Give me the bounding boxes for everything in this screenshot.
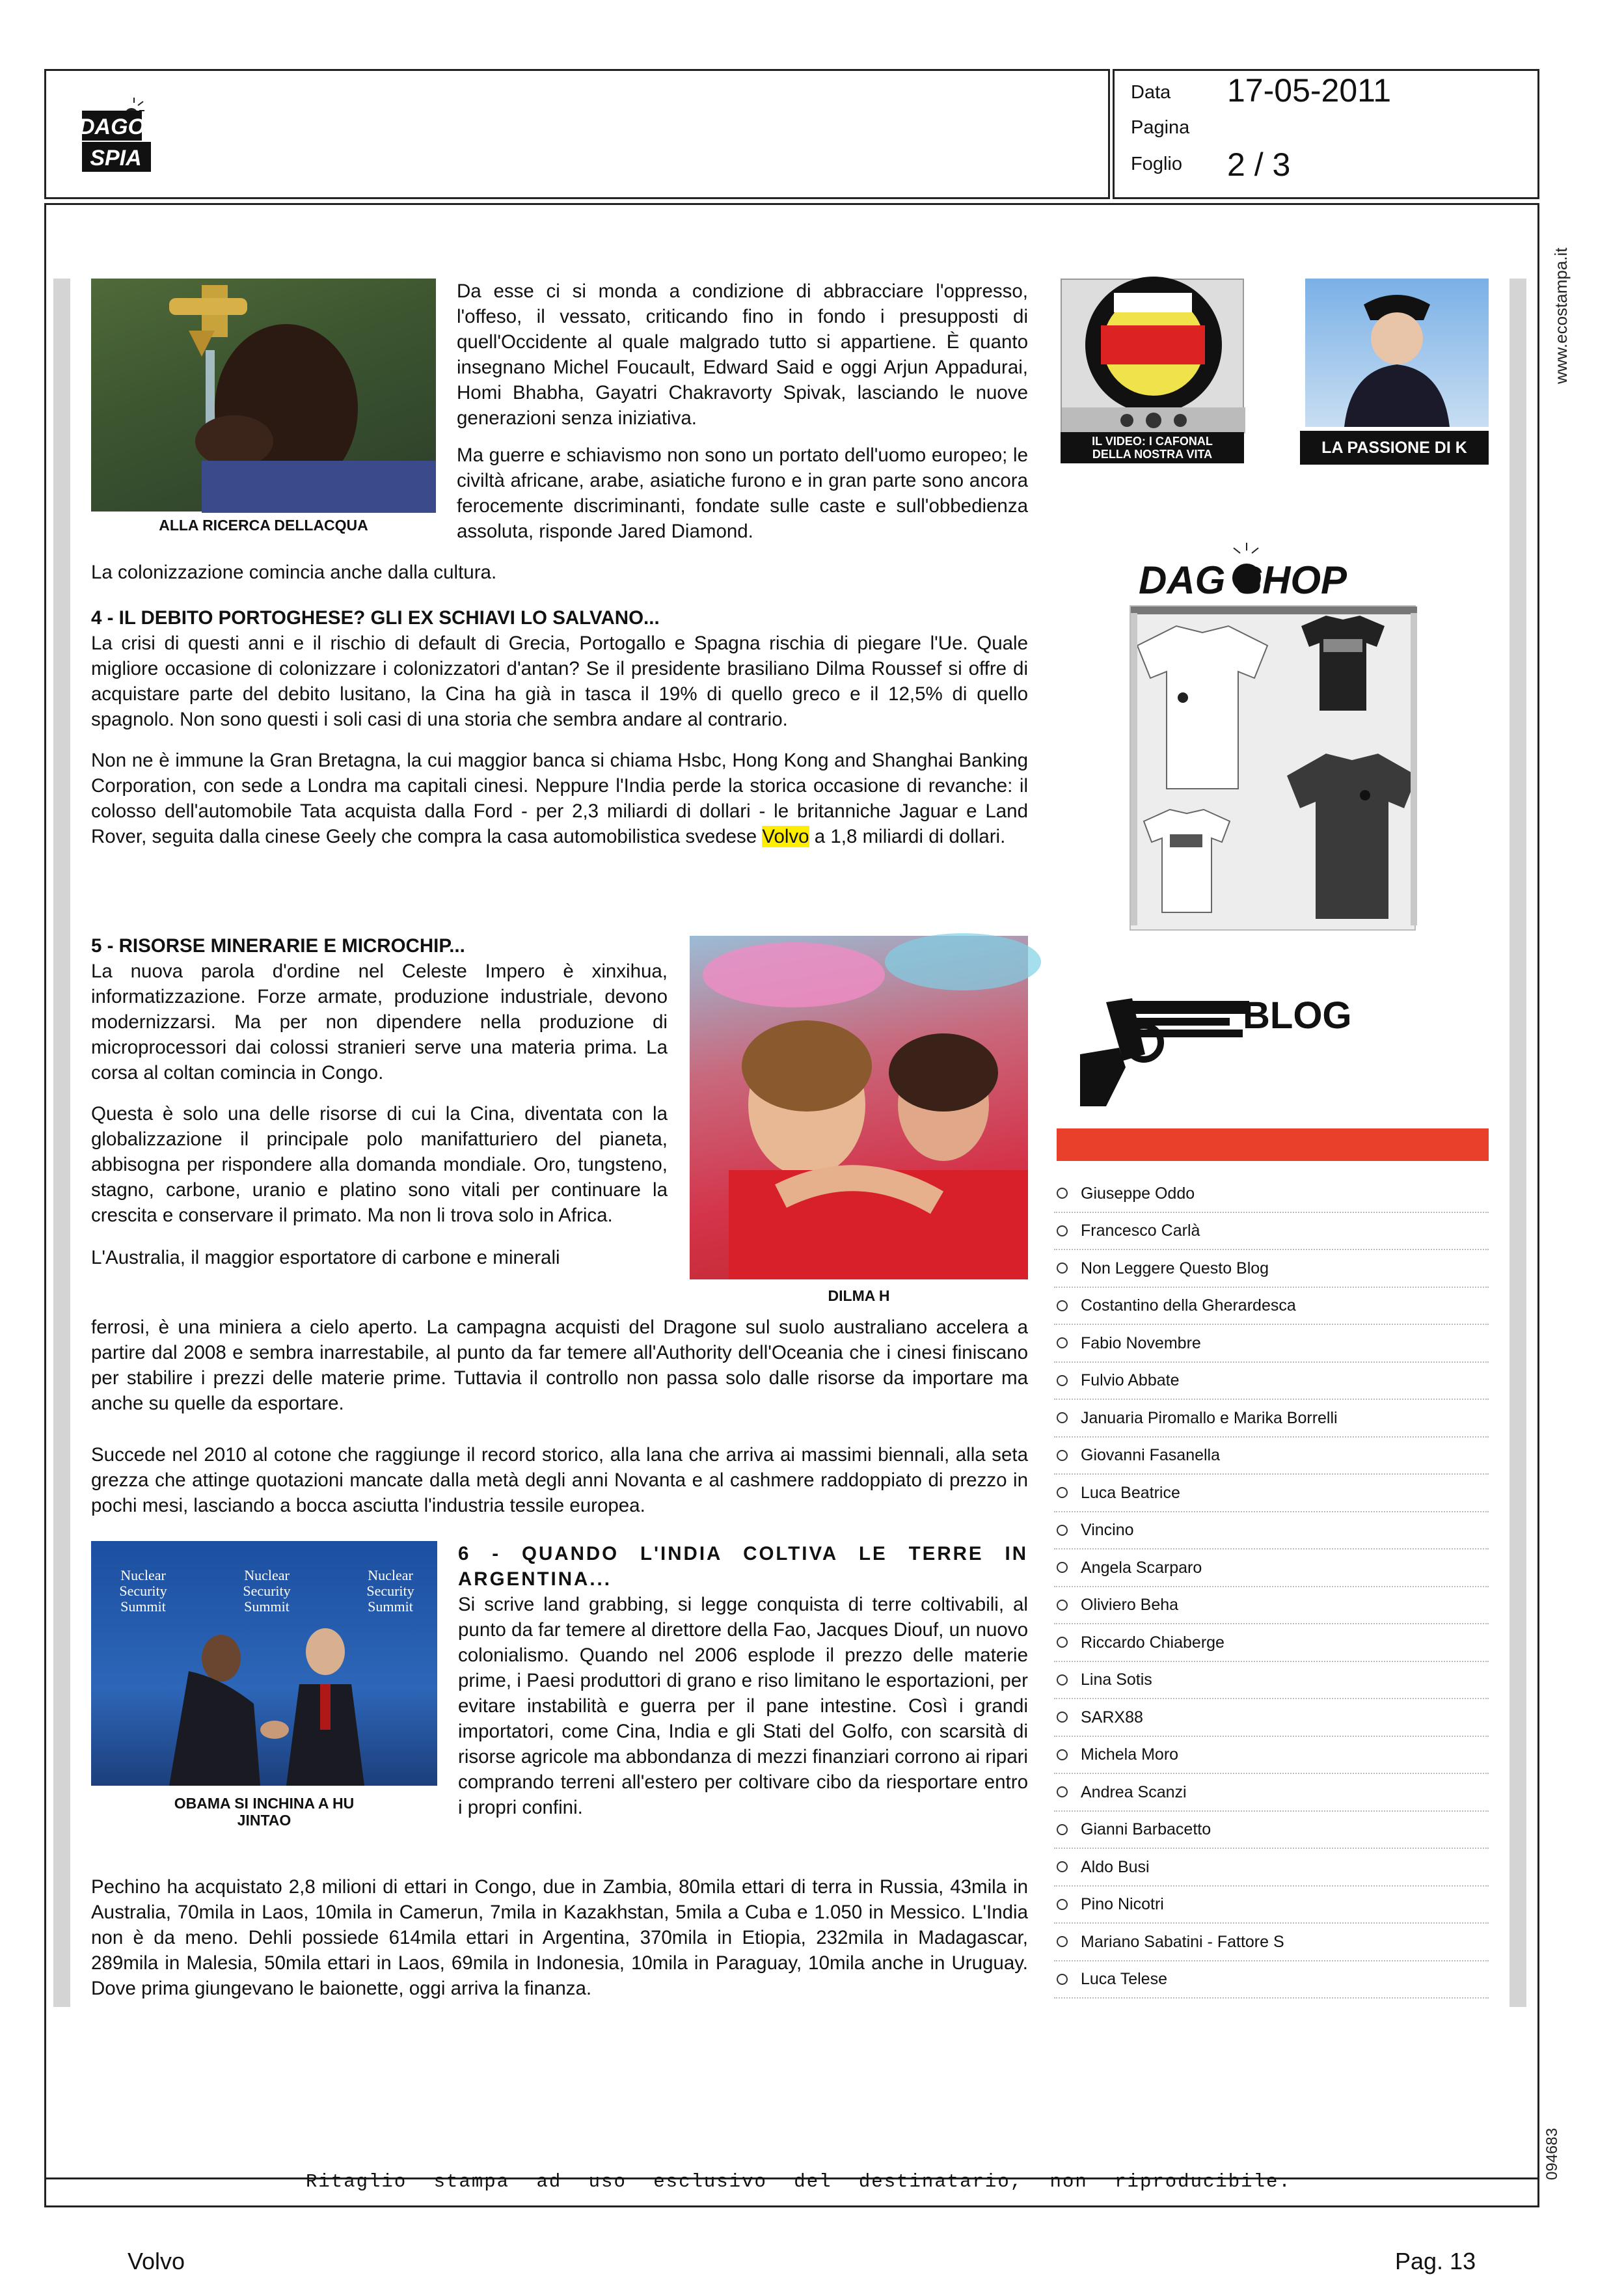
photo-child-drinking (91, 279, 436, 512)
blog-list-label: Lina Sotis (1081, 1671, 1152, 1689)
section-5-heading: 5 - RISORSE MINERARIE E MICROCHIP... (91, 935, 465, 957)
pagina-label: Pagina (1131, 117, 1190, 138)
tshirt-white-small-icon (1144, 810, 1230, 912)
blog-list-item[interactable] (1054, 1737, 1489, 1775)
svg-text:Summit: Summit (368, 1598, 413, 1615)
caption-obama-hu: OBAMA SI INCHINA A HU JINTAO (174, 1795, 355, 1829)
section-5 (91, 933, 668, 1270)
bullet-circle-icon (1057, 1450, 1068, 1461)
passione-caption: LA PASSIONE DI K (1321, 439, 1467, 457)
section-6-heading: 6 - QUANDO L'INDIA COLTIVA LE TERRE IN ARGENTINA... (458, 1543, 1028, 1590)
bullet-circle-icon (1057, 1712, 1068, 1723)
bullet-circle-icon (1057, 1262, 1068, 1274)
tshirt-gallery-illustration (1131, 607, 1417, 932)
bullet-circle-icon (1057, 1487, 1068, 1498)
tshirt-white-large-icon (1137, 626, 1267, 789)
section-5-paragraph-1: La nuova parola d'ordine nel Celeste Impero è xinxihua, informatizzazione. Forze armate, produzione industriale, devono modernizzarsi. Ma per non dipendere nella produzione di microprocessori dai colossi stranieri serve una materia prima. La corsa al coltan comincia in Congo. (91, 961, 668, 1084)
blog-list-item[interactable] (1054, 1175, 1489, 1213)
highlight-volvo: Volvo (762, 826, 809, 847)
section-6-paragraph-1: Si scrive land grabbing, si legge conquista di terre coltivabili, al punto da far temere al direttore della Fao, Jacques Diouf, un nuovo colonialismo. Quando nel 2006 esplode il prezzo delle materie prime, i Paesi produttori di grano e riso limitano le esportazioni, per evitare instabilità e guerra per il pane intestine. Così i grandi importatori, come Cina, India e gli Stati del Golfo, con scarsità di risorse agricole ma abbondanza di mezzi finanziari corrono ai ripari comprando terreni all'estero per coltivare cibo da riesportare entro i propri confini. (458, 1594, 1028, 1818)
blog-list-label: Giuseppe Oddo (1081, 1184, 1195, 1203)
blog-list-item[interactable] (1054, 1438, 1489, 1475)
bullet-circle-icon (1057, 1674, 1068, 1685)
blog-list-item[interactable] (1054, 1288, 1489, 1326)
blog-list-item[interactable] (1054, 1924, 1489, 1961)
intro-paragraph-1: Da esse ci si monda a condizione di abbracciare l'oppresso, l'offeso, il vessato, criticando fino in fondo i presupposti di quell'Occidente al quale malgrado tutto si appartiene. È quanto insegnano Michel Foucault, Edward Said e oggi Arjun Appadurai, Homi Bhabha, Gayatri Chakravorty Spivak, lasciando le nuove generazioni senza iniziativa. (457, 280, 1028, 429)
header-left-box (44, 69, 1110, 199)
section-4-p2-part-a: Non ne è immune la Gran Bretagna, la cui maggior banca si chiama Hsbc, Hong Kong and Shanghai Banking Corporation, con sede a Londra ma capitali cinesi. Neppure l'India perde la storica occasione di revanche: il colosso dell'automobile Tata acquista dalla Ford - per 2,3 miliardi di dollari - le britanniche Jaguar e Land Rover, seguita dalla cinese Geely che compra la casa automobilistica svedese (91, 750, 1028, 847)
blog-list-item[interactable] (1054, 1475, 1489, 1512)
blog-list-item[interactable] (1054, 1512, 1489, 1550)
section-4-p2-part-b: a 1,8 miliardi di dollari. (809, 826, 1006, 847)
blog-list-label: Costantino della Gherardesca (1081, 1296, 1296, 1315)
caption-ricerca-acqua: ALLA RICERCA DELLACQUA (159, 517, 368, 534)
photo-dilma (690, 936, 1028, 1279)
blog-list-red-bar (1057, 1128, 1489, 1161)
foglio-value: 2 / 3 (1227, 146, 1291, 183)
footer-disclaimer: Ritaglio stampa ad uso esclusivo del destinatario, non riproducibile. (306, 2171, 1292, 2192)
tshirt-black-large-icon (1287, 754, 1417, 919)
shop-logo-graphic (1132, 540, 1418, 605)
section-5-paragraph-2: Questa è solo una delle risorse di cui la Cina, diventata con la globalizzazione il principale polo manifatturiero del pianeta, abbisogna per rispondere alla domanda mondiale. Oro, tungsteno, stagno, carbone, uranio e platino sono vitali per continuare la crescita e conservare il primato. Ma non li trova solo in Africa. (91, 1103, 668, 1226)
section-4-paragraph-2 (91, 748, 1028, 849)
tshirt-gallery[interactable] (1130, 605, 1416, 931)
svg-text:Nuclear: Nuclear (244, 1567, 290, 1583)
left-gray-rail (53, 279, 70, 2007)
player-controls-icon (1120, 413, 1187, 428)
bullet-circle-icon (1057, 1188, 1068, 1199)
svg-text:Security: Security (243, 1583, 291, 1599)
document-code: 094683 (1543, 2127, 1561, 2180)
blog-list-item[interactable] (1054, 1250, 1489, 1288)
bullet-circle-icon (1057, 1861, 1068, 1872)
shop-spark-icon (1234, 543, 1258, 553)
bullet-circle-icon (1057, 1412, 1068, 1423)
dagospia-logo (79, 98, 157, 176)
bullet-circle-icon (1057, 1936, 1068, 1947)
intro-paragraph-2: Ma guerre e schiavismo non sono un portato dell'uomo europeo; le civiltà africane, arabe, asiatiche furono e in gran parte sono ancora ferocemente discriminanti, fondate sulle caste e sull'obbedienza assoluta, risponde Jared Diamond. (457, 444, 1028, 542)
shop-logo-text: DAG SHOP (1139, 558, 1347, 602)
summit-sign-line-2: Security (119, 1583, 167, 1599)
blog-list-item[interactable] (1054, 1549, 1489, 1587)
passione-caption-box[interactable] (1300, 431, 1489, 465)
bullet-circle-icon (1057, 1375, 1068, 1386)
blog-list (1054, 1175, 1489, 1999)
blog-list-label: Luca Beatrice (1081, 1483, 1180, 1502)
blog-list-item[interactable] (1054, 1363, 1489, 1400)
bullet-circle-icon (1057, 1600, 1068, 1611)
section-5-paragraph-4: Succede nel 2010 al cotone che raggiunge il record storico, alla lana che arriva ai massimi biennali, alla seta grezza che attinge quotazioni mancate dalla metà degli anni Novanta e al cashmere raddoppiato di prezzo in pochi mesi, lasciando a bocca asciutta l'industria tessile europea. (91, 1444, 1028, 1516)
footer-keyword: Volvo (128, 2248, 185, 2274)
tshirt-black-small-icon (1301, 616, 1385, 711)
intro-text-right (457, 279, 1028, 544)
svg-text:Nuclear: Nuclear (368, 1567, 413, 1583)
blog-list-label: Riccardo Chiaberge (1081, 1633, 1225, 1652)
bullet-circle-icon (1057, 1899, 1068, 1910)
bullet-circle-icon (1057, 1749, 1068, 1760)
blog-list-item[interactable] (1054, 1699, 1489, 1737)
blog-list-label: Giovanni Fasanella (1081, 1446, 1221, 1465)
blog-list-label: Non Leggere Questo Blog (1081, 1259, 1269, 1277)
blog-list-label: Januaria Piromallo e Marika Borrelli (1081, 1408, 1338, 1427)
bullet-circle-icon (1057, 1525, 1068, 1536)
right-gray-rail (1509, 279, 1526, 2007)
blog-list-label: Fulvio Abbate (1081, 1371, 1180, 1390)
blog-list-item[interactable] (1054, 1213, 1489, 1251)
ecostampa-url: www.ecostampa.it (1551, 247, 1571, 384)
data-value: 17-05-2011 (1227, 72, 1392, 109)
blog-list-item[interactable] (1054, 1400, 1489, 1438)
blog-list-label: Angela Scarparo (1081, 1558, 1202, 1577)
section-6-paragraph-2: Pechino ha acquistato 2,8 milioni di ettari in Congo, due in Zambia, 80mila ettari di terra in Russia, 43mila in Australia, 70mila in Laos, 10mila in Camerun, 7mila in Kazakhstan, 5mila a Cuba e 1.050 in Messico. L'India non è da meno. Dehli possiede 614mila ettari in Argentina, 370mila in Etiopia, 232mila in Madagascar, 289mila in Malesia, 50mila ettari in Laos, 69mila in Indonesia, 10mila in Paraguay, 10mila anche in Uruguay. Dove prima giungevano le baionette, oggi arriva la finanza. (91, 1876, 1028, 1999)
bullet-circle-icon (1057, 1974, 1068, 1985)
blog-list-item[interactable] (1054, 1812, 1489, 1849)
bullet-circle-icon (1057, 1337, 1068, 1348)
foglio-label: Foglio (1131, 154, 1182, 174)
bullet-circle-icon (1057, 1637, 1068, 1648)
section-5-paragraph-3-start: L'Australia, il maggior esportatore di carbone e minerali (91, 1247, 560, 1268)
svg-text:Summit: Summit (244, 1598, 290, 1615)
summit-sign-line-1: Nuclear (120, 1567, 166, 1583)
section-4-paragraph-1: La crisi di questi anni e il rischio di default di Grecia, Portogallo e Spagna rischia di piegare l'Ue. Quale migliore occasione di colonizzare i colonizzatori d'antan? Se il presidente brasiliano Dilma Roussef si offre di acquistare parte del debito lusitano, la Cina ha già in tasca il 19% di quello greco e il 12,5% di quello spagnolo. Non sono questi i soli casi di una storia che sembra andare al contrario. (91, 633, 1028, 730)
section-5-paragraph-3-rest: ferrosi, è una miniera a cielo aperto. La campagna acquisti del Dragone sul suolo australiano accelera a partire dal 2008 e sembra inarrestabile, al punto da far temere all'Authority dell'Oceania che i cinesi finiscano per stabilire i prezzi delle materie prime. Tuttavia il controllo non passa solo dalle risorse da importare ma anche su quelle da esportare. (91, 1317, 1028, 1414)
video-player-illustration (1062, 280, 1245, 433)
blog-list-label: Aldo Busi (1081, 1857, 1150, 1876)
blog-logo-graphic (1067, 983, 1352, 1113)
video-caption: IL VIDEO: I CAFONAL DELLA NOSTRA VITA (1092, 435, 1213, 461)
blog-list-label: Vincino (1081, 1521, 1134, 1540)
caption-dilma: DILMA H (828, 1287, 890, 1304)
logo-text-bottom: SPIA (90, 146, 142, 171)
footer-page-number: Pag. 13 (1395, 2248, 1476, 2274)
blog-list-item[interactable] (1054, 1624, 1489, 1662)
blog-list-label: Luca Telese (1081, 1970, 1167, 1989)
blog-list-item[interactable] (1054, 1961, 1489, 1999)
section-6 (458, 1541, 1028, 1820)
dago-shop-logo[interactable] (1132, 540, 1418, 605)
blog-logo[interactable] (1067, 983, 1352, 1113)
blog-list-label: Pino Nicotri (1081, 1895, 1164, 1914)
blog-list-label: Mariano Sabatini - Fattore S (1081, 1932, 1284, 1951)
passione-thumbnail[interactable] (1305, 279, 1489, 427)
blog-list-item[interactable] (1054, 1662, 1489, 1700)
data-label: Data (1131, 82, 1171, 103)
blog-list-label: Oliviero Beha (1081, 1596, 1179, 1615)
summit-illustration (91, 1541, 437, 1786)
child-drinking-illustration (91, 279, 436, 512)
blog-list-label: Gianni Barbacetto (1081, 1820, 1211, 1839)
intro-paragraph-2-end: La colonizzazione comincia anche dalla cultura. (91, 562, 497, 583)
photo-obama-hu (91, 1541, 437, 1786)
blog-list-item[interactable] (1054, 1587, 1489, 1625)
dilma-crowd-illustration (690, 936, 1028, 1279)
video-thumbnail[interactable] (1061, 279, 1244, 432)
revolver-icon (1080, 998, 1249, 1106)
bullet-circle-icon (1057, 1786, 1068, 1797)
svg-text:Security: Security (366, 1583, 414, 1599)
blog-list-item[interactable] (1054, 1887, 1489, 1924)
blog-list-label: Francesco Carlà (1081, 1221, 1200, 1240)
section-4-heading: 4 - IL DEBITO PORTOGHESE? GLI EX SCHIAVI LO SALVANO... (91, 607, 660, 629)
logo-text-top: DAGO (79, 115, 145, 139)
blog-list-item[interactable] (1054, 1849, 1489, 1887)
blog-list-item[interactable] (1054, 1774, 1489, 1812)
blog-logo-text: BLOG (1243, 994, 1352, 1037)
bullet-circle-icon (1057, 1225, 1068, 1236)
bullet-circle-icon (1057, 1824, 1068, 1835)
summit-sign-line-3: Summit (120, 1598, 166, 1615)
blog-list-label: Fabio Novembre (1081, 1333, 1201, 1352)
bullet-circle-icon (1057, 1562, 1068, 1573)
blog-list-label: SARX88 (1081, 1708, 1143, 1726)
blog-list-item[interactable] (1054, 1325, 1489, 1363)
bullet-circle-icon (1057, 1300, 1068, 1311)
video-caption-box[interactable] (1061, 432, 1244, 463)
logo-spark-icon (134, 98, 144, 111)
blog-list-label: Andrea Scanzi (1081, 1782, 1187, 1801)
blog-list-label: Michela Moro (1081, 1745, 1179, 1764)
officer-illustration (1305, 279, 1489, 427)
section-4 (91, 605, 1028, 849)
